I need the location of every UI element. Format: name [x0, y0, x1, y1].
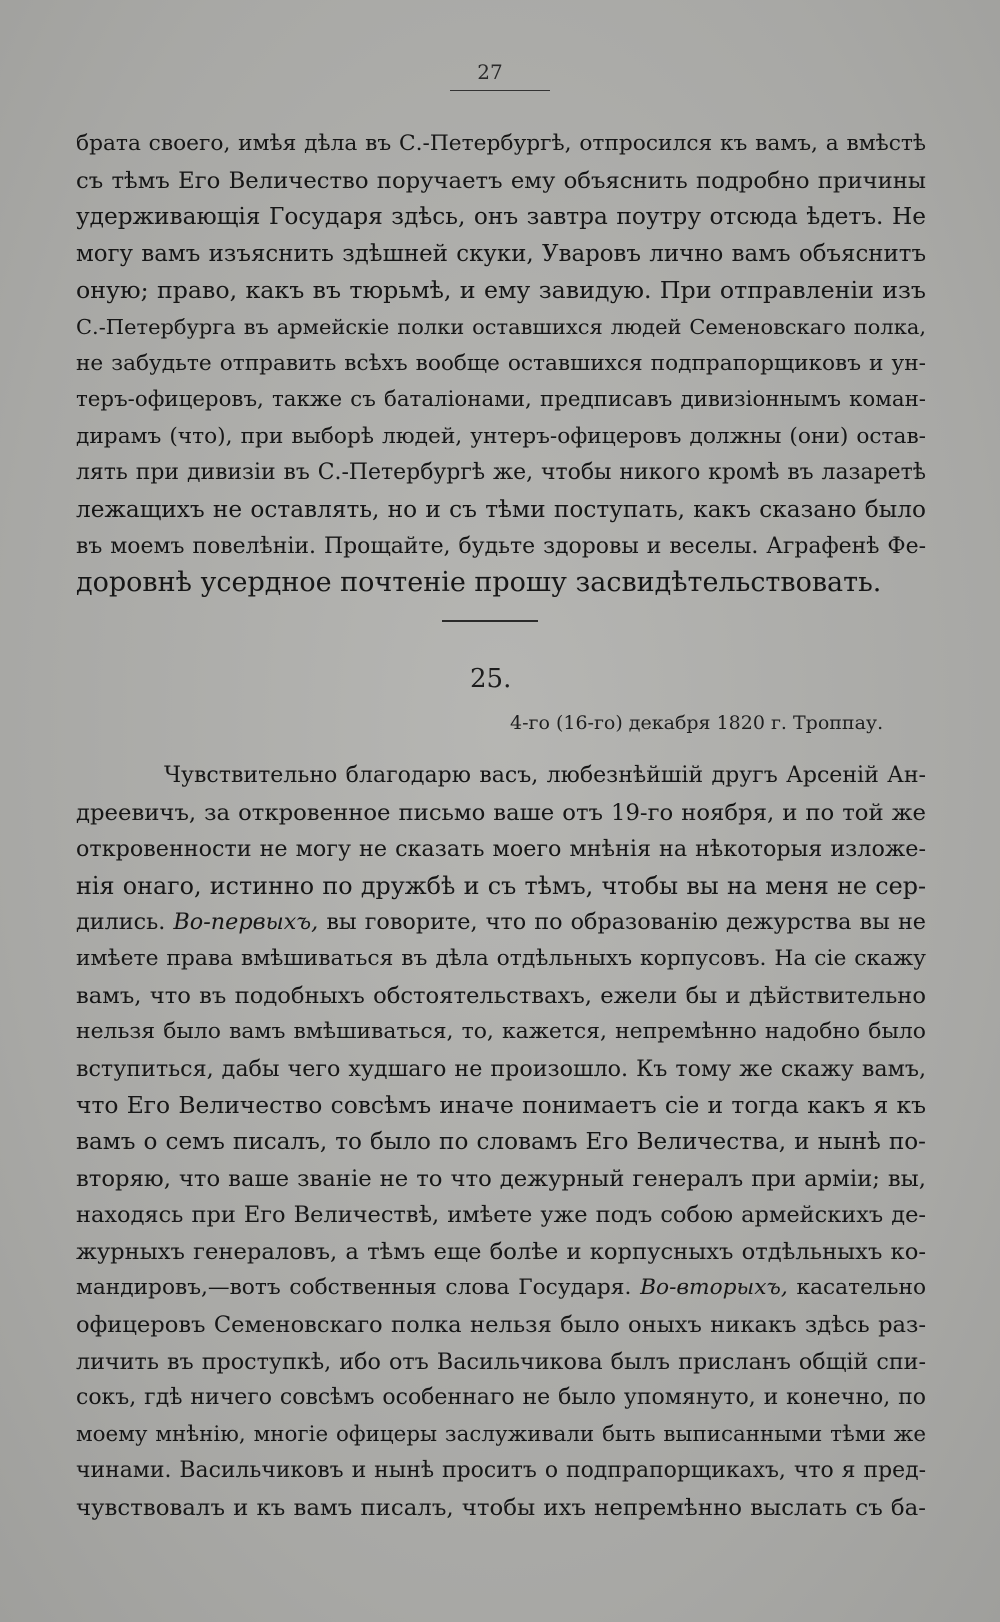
- text-line: что Его Величество совсѣмъ иначе понимаетъ сіе и тогда какъ я къ: [76, 1091, 926, 1120]
- text-fragment: мандировъ,—вотъ собственныя слова Государя.: [76, 1275, 641, 1301]
- letter-24-ending: [76, 126, 926, 602]
- text-line: дреевичъ, за откровенное письмо ваше отъ 19-го ноября, и по той же: [76, 799, 926, 826]
- text-fragment: касательно: [787, 1275, 927, 1301]
- text-line: личить въ проступкѣ, ибо отъ Васильчикова былъ присланъ общій спи-: [76, 1348, 926, 1375]
- text-line: въ моемъ повелѣніи. Прощайте, будьте здоровы и веселы. Аграфенѣ Фе-: [76, 533, 926, 559]
- page-number: 27: [477, 60, 503, 84]
- text-line: журныхъ генераловъ, а тѣмъ еще болѣе и корпусныхъ отдѣльныхъ ко-: [76, 1238, 926, 1265]
- text-line: вторяю, что ваше званіе не то что дежурный генералъ при арміи; вы,: [76, 1165, 926, 1192]
- text-line: офицеровъ Семеновскаго полка нельзя было оныхъ никакъ здѣсь раз-: [76, 1311, 926, 1338]
- text-line: Чувствительно благодарю васъ, любезнѣйшій другъ Арсеній Ан-: [164, 763, 926, 788]
- text-line: лежащихъ не оставлять, но и съ тѣми поступать, какъ сказано было: [76, 495, 926, 523]
- text-line: могу вамъ изъяснить здѣшней скуки, Уваровъ лично вамъ объяснитъ: [76, 240, 926, 267]
- text-line: съ тѣмъ Его Величество поручаетъ ему объяснить подробно причины: [76, 167, 926, 194]
- text-line: имѣете права вмѣшиваться въ дѣла отдѣльныхъ корпусовъ. На сіе скажу: [76, 945, 926, 971]
- text-fragment: вы говорите, что по образованію дежурства вы не: [318, 909, 926, 936]
- text-fragment: дились.: [76, 909, 174, 936]
- text-line: доровнѣ усердное почтеніе прошу засвидѣтельствовать.: [76, 567, 882, 599]
- text-line: вамъ, что въ подобныхъ обстоятельствахъ, ежели бы и дѣйствительно: [76, 982, 926, 1009]
- text-line: удерживающія Государя здѣсь, онъ завтра поутру отсюда ѣдетъ. Не: [76, 203, 926, 231]
- text-line: сокъ, гдѣ ничего совсѣмъ особеннаго не было упомянуто, и конечно, по: [76, 1385, 926, 1411]
- page-number-rule: [450, 90, 550, 91]
- text-line: моему мнѣнію, многіе офицеры заслуживали быть выписанными тѣми же: [76, 1421, 926, 1447]
- text-line-with-emphasis: [76, 1270, 926, 1307]
- letter-number: 25.: [470, 664, 512, 694]
- text-line: дирамъ (что), при выборѣ людей, унтеръ-офицеровъ должны (они) остав-: [76, 423, 926, 449]
- letter-25-body: [76, 758, 926, 1526]
- text-line: находясь при Его Величествѣ, имѣете уже подъ собою армейскихъ де-: [76, 1202, 926, 1229]
- emphasis-first: Во-первыхъ,: [173, 909, 319, 936]
- letter-dateline: 4-го (16-го) декабря 1820 г. Троппау.: [510, 712, 884, 734]
- text-line: чувствовалъ и къ вамъ писалъ, чтобы ихъ непремѣнно выслать съ ба-: [76, 1494, 926, 1521]
- text-line: не забудьте отправить всѣхъ вообще оставшихся подпрапорщиковъ и ун-: [76, 350, 926, 376]
- text-line-with-emphasis: [76, 904, 926, 941]
- text-line: оную; право, какъ въ тюрьмѣ, и ему завидую. При отправленіи изъ: [76, 276, 926, 305]
- text-line: откровенности не могу не сказать моего мнѣнія на нѣкоторыя изложе-: [76, 836, 926, 863]
- section-divider: [442, 620, 538, 622]
- text-line: вамъ о семъ писалъ, то было по словамъ Его Величества, и нынѣ по-: [76, 1128, 926, 1155]
- emphasis-second: Во-вторыхъ,: [640, 1275, 788, 1301]
- text-line: брата своего, имѣя дѣла въ С.-Петербургѣ, отпросился къ вамъ, а вмѣстѣ: [76, 131, 926, 156]
- text-line: нія онаго, истинно по дружбѣ и съ тѣмъ, чтобы вы на меня не сер-: [76, 871, 926, 900]
- text-line: нельзя было вамъ вмѣшиваться, то, кажется, непремѣнно надобно было: [76, 1019, 926, 1045]
- text-line: лять при дивизіи въ С.-Петербургѣ же, чтобы никого кромѣ въ лазаретѣ: [76, 460, 926, 486]
- text-line: чинами. Васильчиковъ и нынѣ проситъ о подпрапорщикахъ, что я пред-: [76, 1458, 926, 1484]
- text-line: вступиться, дабы чего худшаго не произошло. Къ тому же скажу вамъ,: [76, 1055, 926, 1082]
- text-line: С.-Петербурга въ армейскіе полки оставшихся людей Семеновскаго полка,: [76, 314, 926, 339]
- text-line: теръ-офицеровъ, также съ баталіонами, предписавъ дивизіоннымъ коман-: [76, 387, 926, 413]
